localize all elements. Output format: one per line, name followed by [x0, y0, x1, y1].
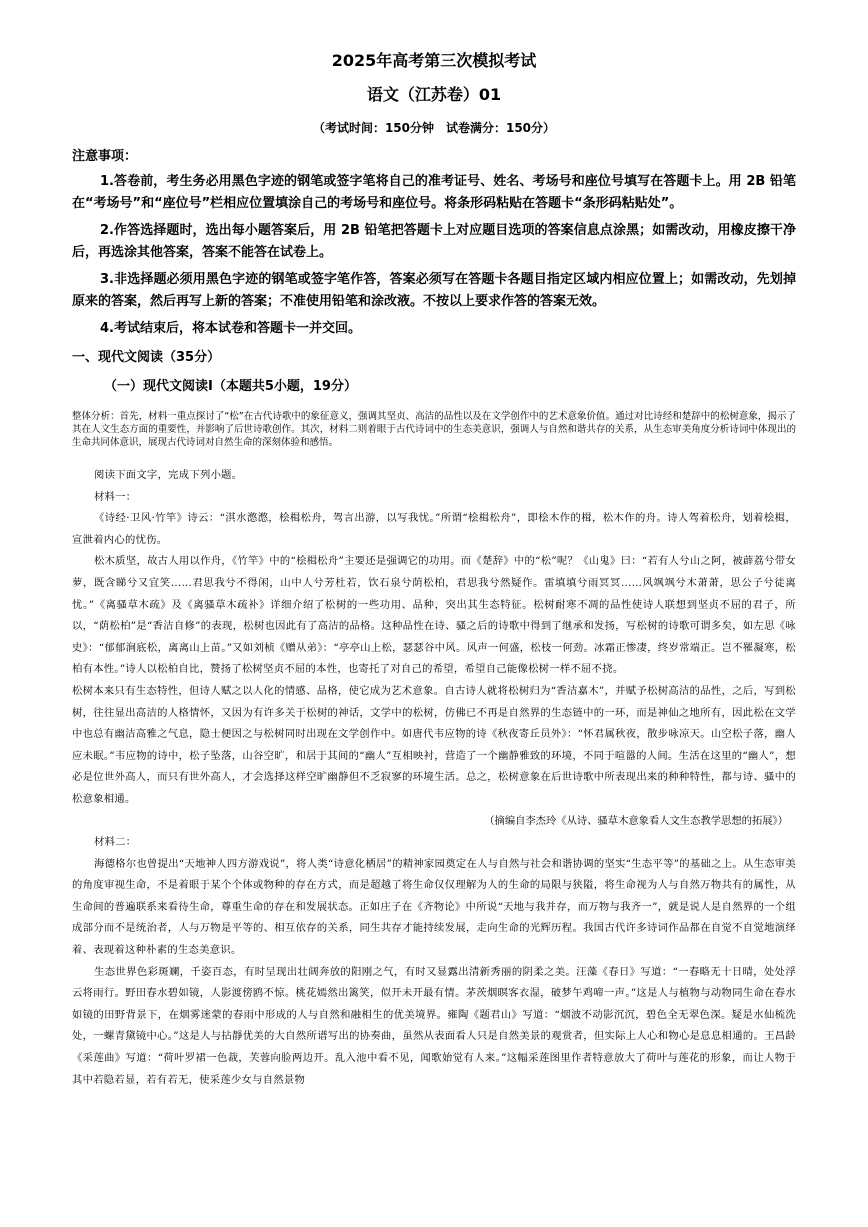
material1-source: （摘编自李杰玲《从诗、骚草木意象看人文生态教学思想的拓展》） [484, 814, 788, 827]
material1-paragraph-1: 《诗经·卫风·竹竿》诗云：“淇水滺滺，桧楫松舟，驾言出游，以写我忧。”所谓“桧楫松舟”，即桧木作的楫，松木作的舟。诗人驾着松舟，划着桧楫，宣泄着内心的忧伤。 [72, 512, 796, 546]
notice-item-4: 4.考试结束后，将本试卷和答题卡一并交回。 [100, 321, 361, 336]
material2-label: 材料二： [94, 836, 137, 849]
notice-item-1: 1.答卷前，考生务必用黑色字迹的钢笔或签字笔将自己的准考证号、姓名、考场号和座位号填写在答题卡上。用 2B 铅笔在“考场号”和“座位号”栏相应位置填涂自己的考场号和座位号。将条形码粘贴在答题卡“条形码粘贴处”。 [72, 174, 796, 211]
overall-analysis: 整体分析：首先，材料一重点探讨了“松”在古代诗歌中的象征意义，强调其坚贞、高洁的品性以及在文学创作中的艺术意象价值。通过对比诗经和楚辞中的松树意象，揭示了其在人文生态方面的重要性，并影响了后世诗歌创作。其次，材料二则着眼于古代诗词中的生态美意识，强调人与自然和谐共存的关系，从生态审美角度分析诗词中体现出的生命共同体意识，展现古代诗词对自然生命的深刻体验和感悟。 [72, 411, 796, 448]
subsection-heading: （一）现代文阅读Ⅰ（本题共5小题，19分） [104, 379, 357, 394]
material2-paragraph-2: 生态世界色彩斑斓，千姿百态，有时呈现出壮阔奔放的阳刚之气，有时又显露出清新秀丽的阴柔之美。汪藻《春日》写道：“一春略无十日晴，处处浮云将雨行。野田春水碧如镜，人影渡傍鸥不惊。桃花嫣然出篱笑，似开未开最有情。茅茨烟暝客衣湿，破梦午鸡啼一声。”这是人与植物与动物同生命在春水如镜的田野背景下，在烟雾迷蒙的春雨中形成的人与自然和融相生的优美境界。雍陶《题君山》写道：“烟波不动影沉沉，碧色全无翠色深。疑是水仙梳洗处，一螺青黛镜中心。”这是人与拈靜优美的大自然所谱写出的协奏曲，虽然从表面看人只是自然美景的观赏者，但实际上人心和物心是息息相通的。王昌龄《采莲曲》写道：“荷叶罗裙一色裁，芙蓉向脸两边开。乱入池中看不见，闻歌始觉有人来。”这幅采莲图里作者特意放大了荷叶与莲花的形象，而让人物于其中若隐若显，若有若无，使采莲少女与自然景物 [72, 965, 796, 1086]
notice-item-3: 3.非选择题必须用黑色字迹的钢笔或签字笔作答，答案必须写在答题卡各题目指定区域内相应位置上；如需改动，先划掉原来的答案，然后再写上新的答案；不准使用铅笔和涂改液。不按以上要求作答的答案无效。 [72, 272, 796, 309]
reading-instruction: 阅读下面文字，完成下列小题。 [94, 469, 243, 481]
material2-paragraph-1: 海德格尔也曾提出“天地神人四方游戏说”，将人类“诗意化栖居”的精神家园奠定在人与自然与社会和谐协调的坚实“生态平等”的基础之上。从生态审美的角度审视生命，不是着眼于某个个体或物种的存在方式，而是超越了将生命仅仅理解为人的生命的局限与狭隘，将生命视为人与自然万物共有的属性，从生命间的普遍联系来看待生命，尊重生命的存在和发展状态。正如庄子在《齐物论》中所说“天地与我并存，而万物与我齐一”，就是说人是自然界的一个组成部分而不是统治者，人与万物是平等的、相互依存的关系，同生共存才能持续发展，走向生命的光辉历程。我国古代许多诗词作品都在自觉不自觉地演绎着、表现着这种朴素的生态美意识。 [72, 857, 796, 957]
material1-paragraph-3: 松树本来只有生态特性，但诗人赋之以人化的情感、品格，使它成为艺术意象。自古诗人就将松树归为“香洁嘉木”，并赋予松树高洁的品性，之后，写到松树，往往显出高洁的人格情怀，又因为有许多关于松树的神话，文学中的松树，仿佛已不再是自然界的生态链中的一环，而是神仙之地所有，因此松在文学中也总有幽洁高雅之气息，隐士便因之与松树同时出现在文学创作中。如唐代韦应物的诗《秋夜寄丘员外》：“怀君属秋夜，散步咏凉天。山空松子落，幽人应未眠。”韦应物的诗中，松子坠落，山谷空旷，和居于其间的“幽人”互相映衬，营造了一个幽静雅致的环境，不同于喧嚣的人间。生活在这里的“幽人”，想必是位世外高人，而只有世外高人，才会选择这样空旷幽静但不乏寂寥的环境生活。总之，松树意象在后世诗歌中所表现出来的种种特性，都与诗、骚中的松意象相通。 [72, 684, 796, 805]
exam-title: 2025年高考第三次模拟考试 [331, 51, 537, 70]
notice-heading: 注意事项： [72, 149, 138, 164]
exam-info: （考试时间：150分钟 试卷满分：150分） [312, 121, 556, 135]
section-heading: 一、现代文阅读（35分） [72, 350, 221, 365]
exam-subtitle: 语文（江苏卷）01 [366, 85, 502, 104]
notice-item-2: 2.作答选择题时，选出每小题答案后，用 2B 铅笔把答题卡上对应题目选项的答案信息点涂黑；如需改动，用橡皮擦干净后，再选涂其他答案，答案不能答在试卷上。 [72, 223, 796, 260]
material1-paragraph-2: 松木质坚，故古人用以作舟，《竹竿》中的“桧楫松舟”主要还是强调它的功用。而《楚辞》中的“松”呢？《山鬼》曰：“若有人兮山之阿，被薜荔兮带女萝，既含睇兮又宜笑……君思我兮不得闲，山中人兮芳杜若，饮石泉兮荫松柏，君思我兮然疑作。雷填填兮雨冥冥……风飒飒兮木萧萧，思公子兮徒离忧。”《离骚草木疏》及《离骚草木疏补》详细介绍了松树的一些功用、品种，突出其生态特征。松树耐寒不凋的品性使诗人联想到坚贞不屈的君子，所以，“荫松柏”是“香洁自修”的表现，松树也因此有了高洁的品格。这种品性在诗、骚之后的诗歌中得到了继承和发扬，写松树的诗歌可谓多矣，如左思《咏史》：“郁郁涧底松，离离山上苗。”又如刘桢《赠从弟》：“亭亭山上松，瑟瑟谷中风。风声一何盛，松枝一何劲。冰霜正惨凄，终岁常端正。岂不罹凝寒，松柏有本性。”诗人以松柏自比，赞扬了松树坚贞不屈的本性，也寄托了对自己的希望，希望自己能像松树一样不屈不挠。 [72, 555, 796, 676]
material1-label: 材料一： [94, 490, 137, 503]
